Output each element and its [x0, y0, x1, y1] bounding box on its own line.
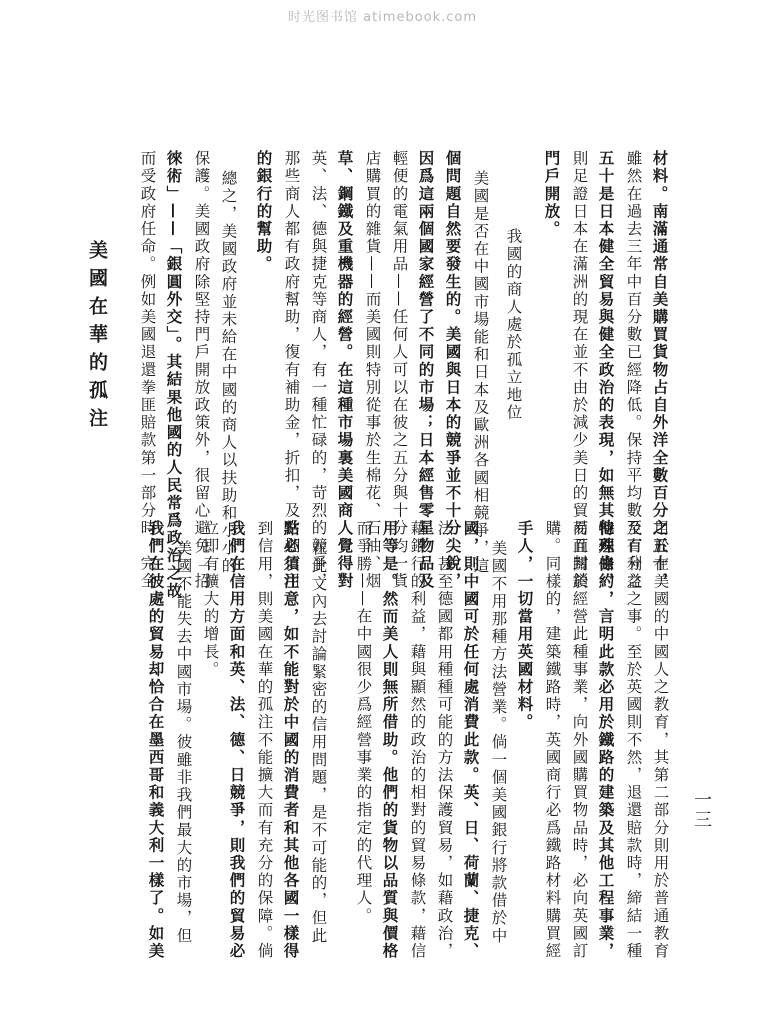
right-page-line: 用於在美國的中國人之教育，其第二部分則用於普通教育: [651, 520, 670, 960]
left-page-line: 英、法、德與捷克等商人，有一種忙碌的，苛烈的競爭，: [309, 150, 328, 590]
right-page-line: 特殊條約，言明此款必用於鐵路的建築及其他工程事業，: [596, 520, 616, 960]
left-page-line: 的銀行的幫助。: [254, 150, 274, 274]
page-number: 一三: [691, 790, 712, 830]
left-page-line: 個問題自然要發生的。美國與日本的競爭並不十分尖銳，: [443, 150, 463, 590]
left-page-line: 材料。南滿通常自美購買貨物占自外洋全數百分之五十，: [650, 150, 670, 590]
right-page-line: 藉銀行的利益，藉與顯然的政治的相對的貿易條款，藉信: [408, 520, 427, 960]
left-page-line: 那些商人都有政府幫助，復有補助金，折扣，及常期信用: [282, 150, 301, 590]
right-page-line: 及有利益之事。至於英國則不然，退還賠款時，締結一種: [624, 520, 643, 960]
right-page-line: 用等是。然而美人則無所借助。他們的貨物以品質與價格: [380, 520, 400, 960]
right-page-line: 美國不用那種方法營業。倘一個美國銀行將款借於中: [489, 540, 508, 945]
right-page-line: 到信用，則美國在華的孤注不能擴大而有充分的保障。倘: [255, 520, 274, 960]
right-page-line: 我們在信用方面和英、法、德、日競爭，則我們的貿易必: [227, 520, 247, 960]
right-page-line: 美國不能失去中國市場。彼雖非我們最大的市場，但: [174, 540, 193, 945]
right-page-line: 手人，一切當用英國材料。: [515, 520, 535, 732]
left-page-line: 而受政府任命。例如美國退還拳匪賠款第一部分時，完全: [138, 150, 157, 590]
right-page-line: 我們在彼處的貿易却恰合在墨西哥和義大利一樣了。如美: [146, 520, 166, 960]
left-page-line: 輕便的電氣用品——任何人可以在彼之五分與十分均一貨: [390, 150, 409, 590]
left-page-line: 五十是日本健全貿易與健全政治的表現，如無其他理由，: [596, 150, 616, 590]
left-page-line: 徠術」——「銀圓外交」。其結果他國的人民常爲政治之故: [164, 150, 184, 600]
left-page-line: 保護。美國政府除堅持門戶開放政策外，很留心避免「招: [192, 150, 211, 590]
section-heading: 我國的商人處於孤立地位: [504, 228, 523, 422]
right-page-line: 點必須注意，如不能對於中國的消費者和其他各國一樣得: [281, 520, 301, 960]
running-title: 美國在華的孤注: [86, 240, 108, 436]
right-page-line: 立即有擴大的增長。: [201, 520, 220, 679]
right-page-line: 在此文內去討論緊密的信用問題，是不可能的，但此: [309, 540, 328, 945]
left-page-line: 雖然在過去三年中百分數已經降低。保持平均數至百分之: [624, 150, 643, 590]
right-page-line: 國，則中國可於任何處消費此款。英、日、荷蘭、捷克、: [461, 520, 481, 960]
left-page-line: 則足證日本在滿洲的現在並不由於減少美日的貿易而封鎖: [570, 150, 589, 590]
site-watermark: 时光图书馆 atimebook.com: [287, 10, 478, 25]
right-page-line: 法、甚至德國都用種種可能的方法保護貿易，如藉政治，: [435, 520, 454, 960]
left-page-line: 美國是否在中國市場能和日本及歐洲各國相競爭，這: [471, 170, 490, 575]
right-page-line: 而爭勝——在中國很少爲經營事業的指定的代理人。: [354, 520, 373, 925]
left-page-line: 店購買的雜貨——而美國則特別從事於生棉花、石油、烟: [363, 150, 382, 590]
right-page-line: 購。同樣的，建築鐵路時，英國商行必爲鐵路材料購買經: [543, 520, 562, 960]
left-page-line: 總之，美國政府並未給在中國的商人以扶助和小小的: [219, 170, 238, 575]
left-page-line: 因爲這兩個國家經營了不同的市場；日本經售零星物品及: [416, 150, 436, 590]
left-page-line: 草、鋼鐵及重機器的經營。在這種市場裏美國商人覺得對: [335, 150, 355, 590]
right-page-line: 而且關於經營此種事業，向外國購買物品時，必向英國訂: [570, 520, 589, 960]
left-page-line: 門戶開放。: [542, 150, 562, 238]
